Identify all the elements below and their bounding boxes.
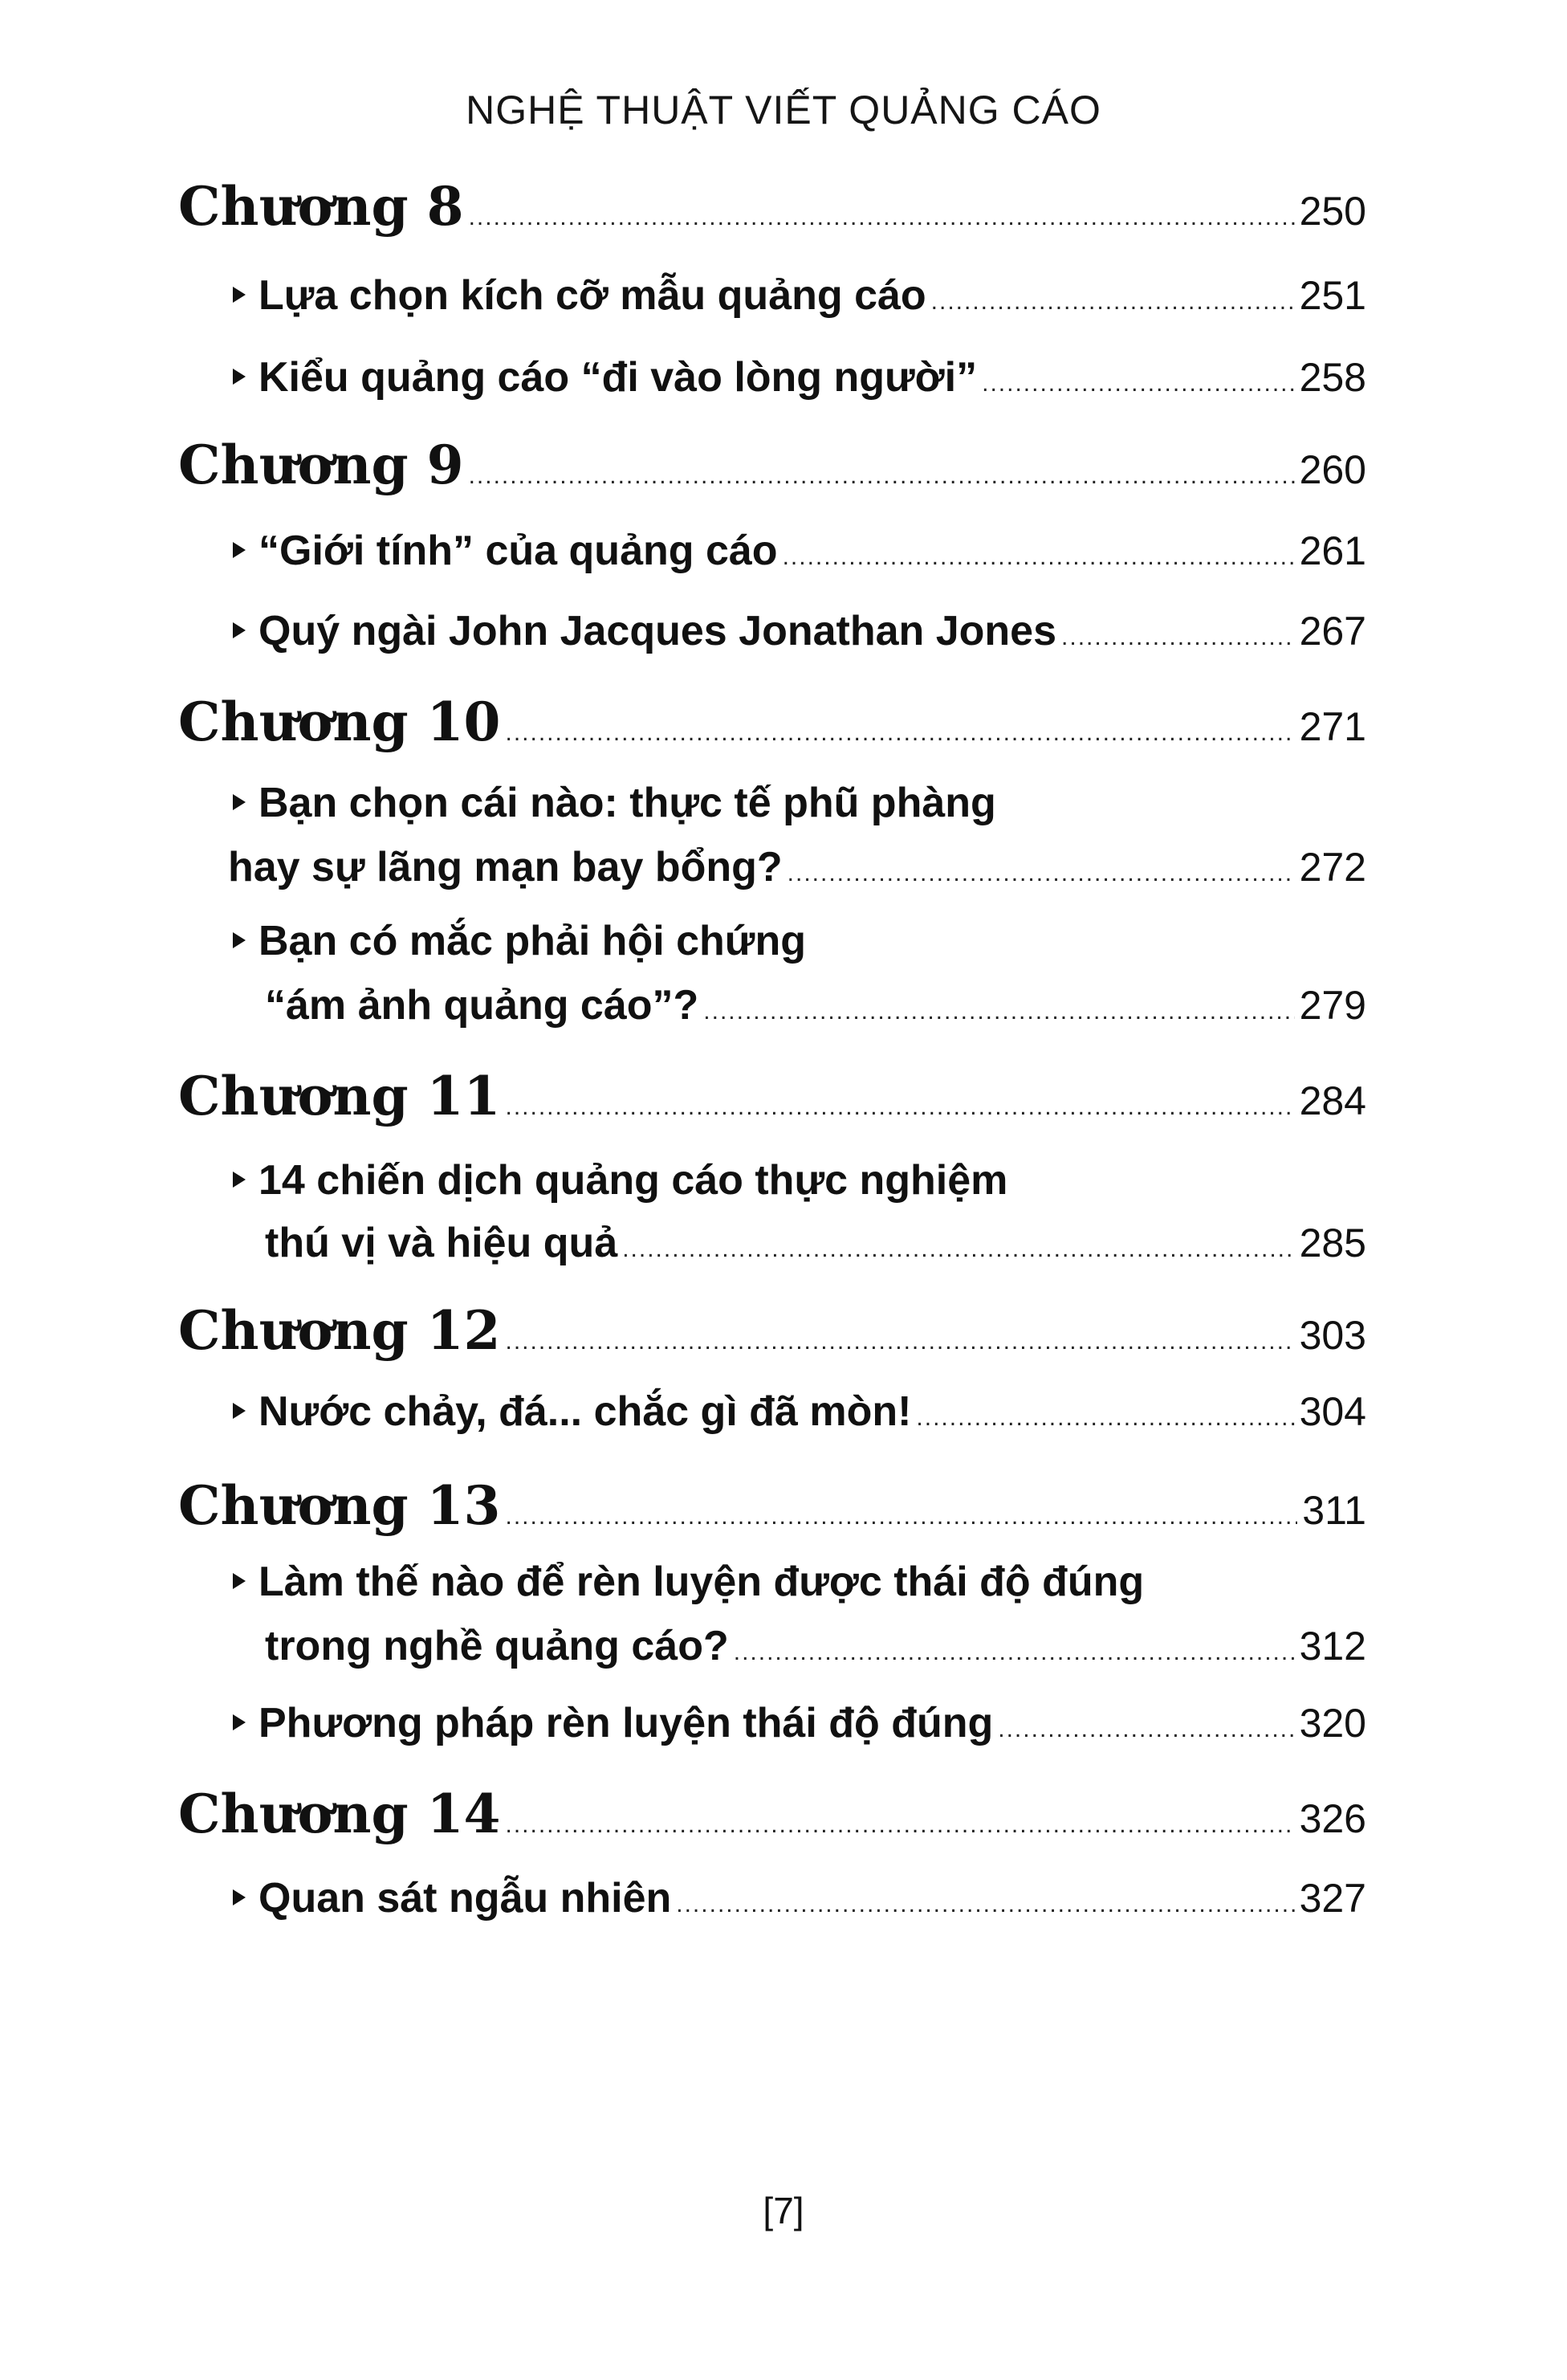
dot-leader — [703, 998, 1294, 1025]
dot-leader — [505, 1328, 1294, 1355]
chapter-page: 250 — [1299, 189, 1366, 234]
section-title: Phương pháp rèn luyện thái độ đúng — [258, 1700, 994, 1746]
toc-section — [233, 1874, 1366, 1922]
toc-section — [233, 1699, 1366, 1747]
triangle-bullet-icon — [233, 622, 246, 638]
dot-leader — [998, 1716, 1294, 1743]
chapter-page: 303 — [1299, 1313, 1366, 1358]
dot-leader — [734, 1639, 1295, 1666]
triangle-bullet-icon — [233, 287, 246, 303]
toc-section-line2 — [265, 1622, 1366, 1670]
chapter-page: 311 — [1302, 1488, 1366, 1533]
toc-section-line2 — [265, 981, 1366, 1029]
section-title-line1: Bạn có mắc phải hội chứng — [258, 918, 806, 964]
section-title: Kiểu quảng cáo “đi vào lòng người” — [258, 354, 978, 401]
toc-section-line1 — [233, 917, 806, 965]
toc-chapter-11 — [178, 1065, 1366, 1127]
toc-chapter-14 — [178, 1783, 1366, 1845]
section-title-line2: trong nghề quảng cáo? — [265, 1623, 729, 1669]
triangle-bullet-icon — [233, 794, 246, 810]
toc-chapter-13 — [178, 1474, 1366, 1537]
section-title-line1: Làm thế nào để rèn luyện được thái độ đúng — [258, 1559, 1145, 1605]
dot-leader — [505, 1811, 1294, 1839]
toc-chapter-10 — [178, 691, 1366, 753]
triangle-bullet-icon — [233, 932, 246, 948]
chapter-title: Chương 9 — [178, 434, 464, 496]
section-page: 272 — [1299, 845, 1366, 890]
section-title: Lựa chọn kích cỡ mẫu quảng cáo — [258, 272, 926, 319]
dot-leader — [469, 463, 1295, 490]
section-page: 304 — [1299, 1389, 1366, 1434]
section-title-line1: Bạn chọn cái nào: thực tế phũ phàng — [258, 780, 996, 826]
section-page: 327 — [1299, 1876, 1366, 1921]
section-page: 320 — [1299, 1701, 1366, 1746]
section-title: Quan sát ngẫu nhiên — [258, 1875, 672, 1922]
section-title: Quý ngài John Jacques Jonathan Jones — [258, 608, 1057, 654]
triangle-bullet-icon — [233, 1403, 246, 1419]
chapter-title: Chương 11 — [178, 1065, 501, 1127]
triangle-bullet-icon — [233, 1889, 246, 1905]
section-page: 258 — [1299, 355, 1366, 400]
chapter-title: Chương 10 — [178, 691, 501, 753]
dot-leader — [931, 288, 1295, 316]
chapter-title: Chương 13 — [178, 1474, 501, 1537]
toc-section — [233, 1388, 1366, 1436]
dot-leader — [783, 544, 1295, 571]
toc-chapter-9 — [178, 434, 1366, 496]
section-title: “Giới tính” của quảng cáo — [258, 528, 778, 574]
section-page: 261 — [1299, 528, 1366, 573]
dot-leader — [1061, 624, 1295, 651]
page-number: [7] — [763, 2190, 804, 2231]
triangle-bullet-icon — [233, 1573, 246, 1589]
toc-section — [233, 353, 1366, 401]
dot-leader — [622, 1236, 1294, 1263]
section-page: 285 — [1299, 1221, 1366, 1265]
chapter-title: Chương 14 — [178, 1783, 501, 1845]
dot-leader — [505, 719, 1294, 747]
section-title: Nước chảy, đá... chắc gì đã mòn! — [258, 1388, 912, 1435]
triangle-bullet-icon — [233, 1714, 246, 1730]
triangle-bullet-icon — [233, 369, 246, 385]
section-page: 312 — [1299, 1624, 1366, 1669]
toc-section — [233, 607, 1366, 655]
toc-section-line2 — [228, 843, 1366, 891]
section-page: 267 — [1299, 609, 1366, 654]
toc-section-line1 — [233, 779, 996, 827]
chapter-title: Chương 8 — [178, 175, 464, 238]
chapter-page: 260 — [1299, 447, 1366, 492]
dot-leader — [505, 1094, 1294, 1121]
dot-leader — [469, 204, 1295, 231]
toc-section-line1 — [233, 1156, 1007, 1204]
section-page: 279 — [1299, 983, 1366, 1028]
dot-leader — [982, 370, 1294, 397]
dot-leader — [788, 860, 1295, 887]
section-page: 251 — [1299, 273, 1366, 318]
toc-section-line1 — [233, 1558, 1144, 1606]
section-title-line2: thú vị và hiệu quả — [265, 1220, 618, 1266]
toc-chapter-8 — [178, 175, 1366, 238]
toc-section — [233, 527, 1366, 575]
triangle-bullet-icon — [233, 1172, 246, 1188]
section-title-line2: hay sự lãng mạn bay bổng? — [228, 844, 783, 890]
dot-leader — [916, 1404, 1294, 1432]
chapter-page: 284 — [1299, 1078, 1366, 1123]
dot-leader — [505, 1503, 1297, 1530]
toc-chapter-12 — [178, 1299, 1366, 1362]
chapter-page: 271 — [1299, 704, 1366, 749]
chapter-title: Chương 12 — [178, 1299, 501, 1362]
toc-section — [233, 271, 1366, 320]
chapter-page: 326 — [1299, 1796, 1366, 1841]
section-title-line1: 14 chiến dịch quảng cáo thực nghiệm — [258, 1157, 1008, 1204]
toc-section-line2 — [265, 1219, 1366, 1267]
section-title-line2: “ám ảnh quảng cáo”? — [265, 982, 699, 1029]
running-header: NGHỆ THUẬT VIẾT QUẢNG CÁO — [466, 88, 1101, 132]
triangle-bullet-icon — [233, 542, 246, 558]
dot-leader — [676, 1891, 1294, 1918]
